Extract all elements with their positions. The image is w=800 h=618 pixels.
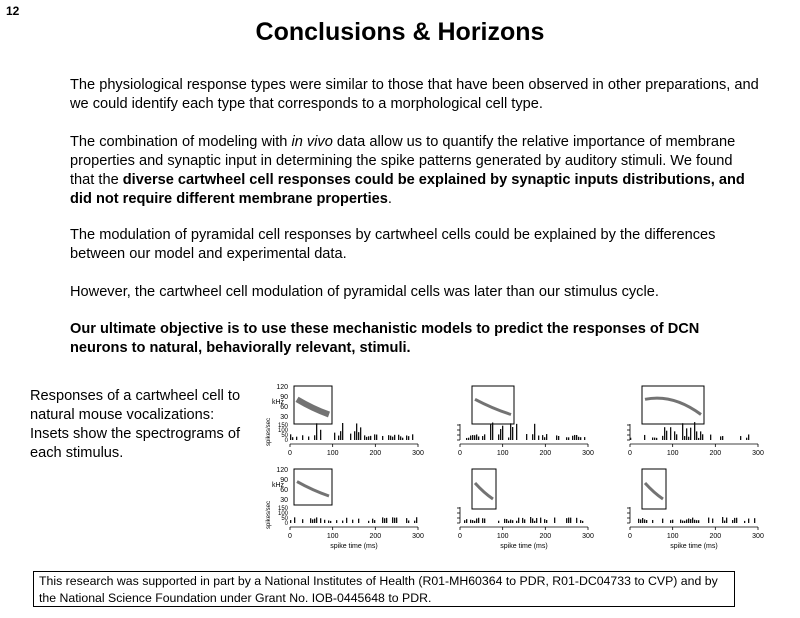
- x-tick-label: 300: [412, 533, 424, 540]
- psth-bar: [402, 438, 403, 440]
- psth-bar: [584, 437, 585, 440]
- psth-bar: [712, 519, 713, 523]
- psth-bar: [400, 436, 401, 440]
- psth-bar: [580, 520, 581, 523]
- psth-bar: [390, 436, 391, 440]
- psth-bar: [512, 427, 513, 440]
- x-tick-label: 300: [752, 533, 764, 540]
- psth-bar: [534, 424, 535, 440]
- psth-bar: [310, 518, 311, 523]
- psth-bar: [330, 521, 331, 523]
- psth-bar: [732, 520, 733, 523]
- x-tick-label: 0: [288, 450, 292, 457]
- x-tick-label: 100: [326, 533, 339, 540]
- psth-bar: [372, 519, 373, 523]
- psth-bar: [482, 518, 483, 523]
- psth-bar: [406, 435, 407, 440]
- psth-bar: [722, 517, 723, 523]
- psth-bar: [698, 520, 699, 523]
- psth-bar: [644, 435, 645, 440]
- psth-bar: [382, 517, 383, 523]
- x-axis-label: spike time (ms): [500, 543, 548, 550]
- psth-bar: [388, 435, 389, 440]
- psth-bar: [722, 436, 723, 440]
- psth-bar: [358, 519, 359, 523]
- paragraph-objective: Our ultimate objective is to use these mechanistic models to predict the responses of DCN neurons to natural, behaviorally relevant, stimuli.: [70, 321, 700, 356]
- x-tick-label: 300: [582, 450, 594, 457]
- psth-bar: [484, 519, 485, 523]
- paragraph-physiological-types: The physiological response types were similar to those that have been observed in other preparations, and we could identify each type that corresponds to a morphological cell type.: [70, 77, 759, 112]
- psth-bar: [578, 437, 579, 440]
- psth-bar: [466, 519, 467, 523]
- psth-bar: [748, 434, 749, 440]
- psth-bar: [734, 518, 735, 523]
- paragraph-pyramidal-modulation: The modulation of pyramidal cell responses by cartwheel cells could be explained by the differences between our model and experimental data.: [70, 227, 716, 262]
- psth-bar: [746, 438, 747, 440]
- psth-bar: [406, 518, 407, 523]
- psth-bar: [724, 521, 725, 523]
- rate-tick-label: 0: [284, 521, 288, 527]
- rate-ylabel: spikes/sec: [266, 417, 272, 447]
- slide-number: 12: [6, 4, 20, 18]
- psth-bar: [470, 520, 471, 523]
- x-tick-label: 200: [709, 533, 722, 540]
- psth-bar: [290, 520, 291, 523]
- psth-bar: [478, 437, 479, 440]
- x-tick-label: 100: [666, 450, 679, 457]
- psth-bar: [740, 436, 741, 440]
- spectrogram-inset: [472, 469, 496, 509]
- rate-ylabel: spikes/sec: [266, 500, 272, 530]
- psth-bar: [674, 431, 675, 440]
- rate-tick-label: 150: [277, 506, 288, 512]
- spectrogram-ylabel: kHz: [271, 482, 285, 489]
- spectrogram-inset: [642, 386, 704, 424]
- x-axis-label: spike time (ms): [670, 543, 718, 550]
- psth-bar: [690, 428, 691, 440]
- psth-bar: [416, 517, 417, 523]
- psth-bar: [536, 518, 537, 523]
- psth-bar: [474, 435, 475, 440]
- psth-bar: [526, 434, 527, 440]
- psth-bar: [720, 436, 721, 440]
- psth-bar: [294, 517, 295, 523]
- response-figure: [255, 382, 790, 554]
- slide-title: Conclusions & Horizons: [255, 18, 545, 46]
- psth-bar: [340, 431, 341, 440]
- psth-bar: [342, 521, 343, 523]
- psth-bar: [568, 437, 569, 440]
- psth-bar: [630, 438, 631, 440]
- psth-bar: [506, 519, 507, 523]
- psth-bar: [532, 518, 533, 523]
- funding-acknowledgement: This research was supported in part by a National Institutes of Health (R01-MH60364 to PDR, R01-DC04733 to CVP) and by the National Science Foundation under Grant No. IOB-0445648 to PDR.: [33, 571, 735, 607]
- spectrogram-inset: [642, 469, 666, 509]
- psth-bar: [466, 438, 467, 440]
- psth-bar: [368, 521, 369, 523]
- psth-bar: [686, 519, 687, 523]
- paragraph-modeling-part-a: The combination of modeling with: [70, 134, 292, 150]
- spectrogram-ylabel: kHz: [271, 399, 285, 406]
- x-tick-label: 300: [752, 450, 764, 457]
- psth-bar: [556, 435, 557, 440]
- psth-bar: [316, 517, 317, 523]
- psth-bar: [696, 431, 697, 440]
- psth-bar: [394, 518, 395, 523]
- psth-bar: [744, 521, 745, 523]
- psth-bar: [512, 520, 513, 523]
- psth-bar: [368, 436, 369, 440]
- psth-bar: [736, 518, 737, 523]
- psth-bar: [476, 518, 477, 523]
- response-figure-svg: [255, 382, 790, 554]
- psth-bar: [314, 519, 315, 523]
- rate-tick-label: 100: [277, 511, 288, 517]
- psth-bar: [408, 436, 409, 440]
- psth-bar: [296, 437, 297, 440]
- psth-bar: [464, 520, 465, 523]
- x-tick-label: 0: [458, 450, 462, 457]
- x-tick-label: 200: [539, 450, 552, 457]
- psth-bar: [566, 437, 567, 440]
- psth-bar: [382, 436, 383, 440]
- psth-bar: [576, 518, 577, 523]
- psth-bar: [470, 436, 471, 440]
- psth-bar: [472, 435, 473, 440]
- x-tick-label: 300: [582, 533, 594, 540]
- psth-bar: [334, 433, 335, 440]
- x-tick-label: 200: [369, 533, 382, 540]
- psth-bar: [692, 518, 693, 523]
- psth-bar: [516, 424, 517, 440]
- psth-bar: [684, 521, 685, 523]
- psth-bar: [580, 437, 581, 440]
- spectrogram-tick-label: 120: [276, 467, 288, 474]
- x-tick-label: 300: [412, 450, 424, 457]
- psth-bar: [346, 518, 347, 523]
- psth-bar: [664, 427, 665, 440]
- paragraph-modeling-part-c: data allow us to quantify the relative importance of membrane properties and synaptic input in determining the spike patterns generated by auditory stimuli. We found that the: [70, 134, 736, 188]
- psth-bar: [386, 518, 387, 523]
- psth-bar: [376, 435, 377, 440]
- psth-bar: [370, 436, 371, 440]
- psth-bar: [530, 517, 531, 523]
- paragraph-modeling: [70, 133, 760, 209]
- psth-bar: [582, 521, 583, 523]
- psth-bar: [672, 520, 673, 523]
- psth-bar: [690, 519, 691, 523]
- psth-bar: [352, 520, 353, 523]
- psth-bar: [518, 518, 519, 523]
- psth-bar: [490, 424, 491, 440]
- psth-bar: [516, 521, 517, 523]
- psth-bar: [498, 434, 499, 440]
- psth-bar: [510, 423, 511, 440]
- x-tick-label: 100: [496, 533, 509, 540]
- spectrogram-tick-label: 30: [280, 497, 288, 504]
- psth-bar: [524, 519, 525, 523]
- psth-bar: [354, 431, 355, 440]
- psth-bar: [676, 434, 677, 440]
- rate-tick-label: 0: [284, 438, 288, 444]
- psth-bar: [484, 434, 485, 440]
- spectrogram-tick-label: 60: [280, 487, 288, 494]
- spectrogram-tick-label: 60: [280, 404, 288, 411]
- psth-bar: [644, 519, 645, 523]
- psth-bar: [398, 435, 399, 440]
- spectrogram-tick-label: 120: [276, 384, 288, 391]
- psth-bar: [508, 521, 509, 523]
- psth-bar: [374, 520, 375, 523]
- psth-bar: [290, 434, 291, 440]
- psth-bar: [408, 520, 409, 523]
- psth-bar: [540, 518, 541, 523]
- psth-bar: [478, 518, 479, 523]
- psth-bar: [392, 517, 393, 523]
- psth-bar: [574, 435, 575, 440]
- psth-bar: [534, 521, 535, 523]
- rate-tick-label: 100: [277, 428, 288, 434]
- psth-bar: [308, 437, 309, 440]
- figure-caption: Responses of a cartwheel cell to natural mouse vocalizations: Insets show the spectrograms of each stimulus.: [30, 388, 241, 461]
- psth-bar: [748, 519, 749, 523]
- psth-bar: [696, 520, 697, 523]
- psth-bar: [680, 520, 681, 523]
- paragraph-modeling-period: .: [387, 191, 392, 207]
- psth-bar: [468, 438, 469, 440]
- psth-bar: [358, 432, 359, 440]
- psth-bar: [312, 519, 313, 523]
- psth-bar: [640, 519, 641, 523]
- spectrogram-tick-label: 30: [280, 414, 288, 421]
- psth-bar: [366, 437, 367, 440]
- psth-bar: [754, 518, 755, 523]
- psth-bar: [656, 438, 657, 440]
- psth-bar: [350, 434, 351, 440]
- psth-bar: [364, 435, 365, 440]
- psth-bar: [566, 518, 567, 523]
- psth-bar: [688, 437, 689, 440]
- x-tick-label: 0: [458, 533, 462, 540]
- psth-bar: [558, 436, 559, 440]
- psth-bar: [314, 435, 315, 440]
- psth-bar: [702, 434, 703, 440]
- psth-bar: [694, 520, 695, 523]
- x-tick-label: 100: [666, 533, 679, 540]
- psth-bar: [392, 437, 393, 440]
- psth-bar: [504, 519, 505, 523]
- psth-bar: [682, 423, 683, 440]
- psth-bar: [570, 518, 571, 523]
- psth-bar: [342, 423, 343, 440]
- psth-bar: [544, 437, 545, 440]
- psth-bar: [328, 520, 329, 523]
- psth-bar: [412, 434, 413, 440]
- psth-bar: [302, 435, 303, 440]
- psth-bar: [670, 427, 671, 440]
- psth-bar: [356, 423, 357, 440]
- psth-bar: [500, 429, 501, 440]
- psth-bar: [336, 520, 337, 523]
- spectrogram-inset: [472, 386, 514, 424]
- spectrogram-tick-label: 90: [280, 394, 288, 401]
- psth-bar: [700, 431, 701, 440]
- psth-bar: [654, 438, 655, 440]
- psth-bar: [662, 519, 663, 523]
- psth-bar: [292, 437, 293, 440]
- rate-tick-label: 50: [281, 433, 288, 439]
- x-tick-label: 0: [628, 450, 632, 457]
- psth-bar: [538, 436, 539, 440]
- x-tick-label: 100: [326, 450, 339, 457]
- psth-bar: [688, 518, 689, 523]
- psth-bar: [532, 434, 533, 440]
- psth-bar: [384, 518, 385, 523]
- psth-bar: [320, 430, 321, 440]
- psth-bar: [576, 435, 577, 440]
- x-tick-label: 200: [709, 450, 722, 457]
- psth-bar: [482, 436, 483, 440]
- psth-bar: [374, 434, 375, 440]
- rate-tick-label: 150: [277, 423, 288, 429]
- psth-bar: [492, 423, 493, 440]
- psth-bar: [546, 434, 547, 440]
- psth-bar: [652, 437, 653, 440]
- psth-bar: [502, 426, 503, 440]
- psth-bar: [646, 520, 647, 523]
- psth-bar: [554, 518, 555, 523]
- paragraph-modeling-finding: diverse cartwheel cell responses could be explained by synaptic inputs distributions, and did not require different membrane properties: [70, 172, 745, 207]
- paragraph-cartwheel-timing: However, the cartwheel cell modulation of pyramidal cells was later than our stimulus cycle.: [70, 284, 659, 300]
- psth-bar: [396, 518, 397, 523]
- psth-bar: [710, 435, 711, 440]
- x-axis-label: spike time (ms): [330, 543, 378, 550]
- psth-bar: [670, 520, 671, 523]
- psth-bar: [682, 520, 683, 523]
- psth-bar: [572, 436, 573, 440]
- psth-bar: [320, 518, 321, 523]
- psth-bar: [544, 519, 545, 523]
- x-tick-label: 0: [288, 533, 292, 540]
- psth-bar: [568, 518, 569, 523]
- psth-bar: [522, 518, 523, 523]
- psth-bar: [666, 431, 667, 440]
- psth-bar: [546, 520, 547, 523]
- psth-bar: [542, 435, 543, 440]
- x-tick-label: 100: [496, 450, 509, 457]
- psth-bar: [498, 521, 499, 523]
- psth-bar: [360, 427, 361, 440]
- psth-bar: [394, 435, 395, 440]
- psth-bar: [324, 520, 325, 523]
- psth-bar: [472, 520, 473, 523]
- psth-bar: [698, 438, 699, 440]
- psth-bar: [652, 520, 653, 523]
- psth-bar: [694, 422, 695, 440]
- psth-bar: [726, 518, 727, 523]
- spectrogram-inset: [294, 469, 332, 505]
- psth-bar: [642, 518, 643, 523]
- psth-bar: [474, 521, 475, 523]
- spectrogram-tick-label: 90: [280, 477, 288, 484]
- psth-bar: [510, 520, 511, 523]
- x-tick-label: 200: [369, 450, 382, 457]
- psth-bar: [638, 519, 639, 523]
- psth-bar: [338, 436, 339, 440]
- psth-bar: [508, 437, 509, 440]
- psth-bar: [476, 434, 477, 440]
- psth-bar: [316, 423, 317, 440]
- x-tick-label: 0: [628, 533, 632, 540]
- psth-bar: [708, 518, 709, 523]
- x-tick-label: 200: [539, 533, 552, 540]
- rate-tick-label: 50: [281, 516, 288, 522]
- psth-bar: [684, 436, 685, 440]
- psth-bar: [686, 428, 687, 440]
- psth-bar: [302, 519, 303, 523]
- psth-bar: [662, 436, 663, 440]
- paragraph-modeling-in-vivo: in vivo: [291, 134, 333, 150]
- psth-bar: [414, 521, 415, 523]
